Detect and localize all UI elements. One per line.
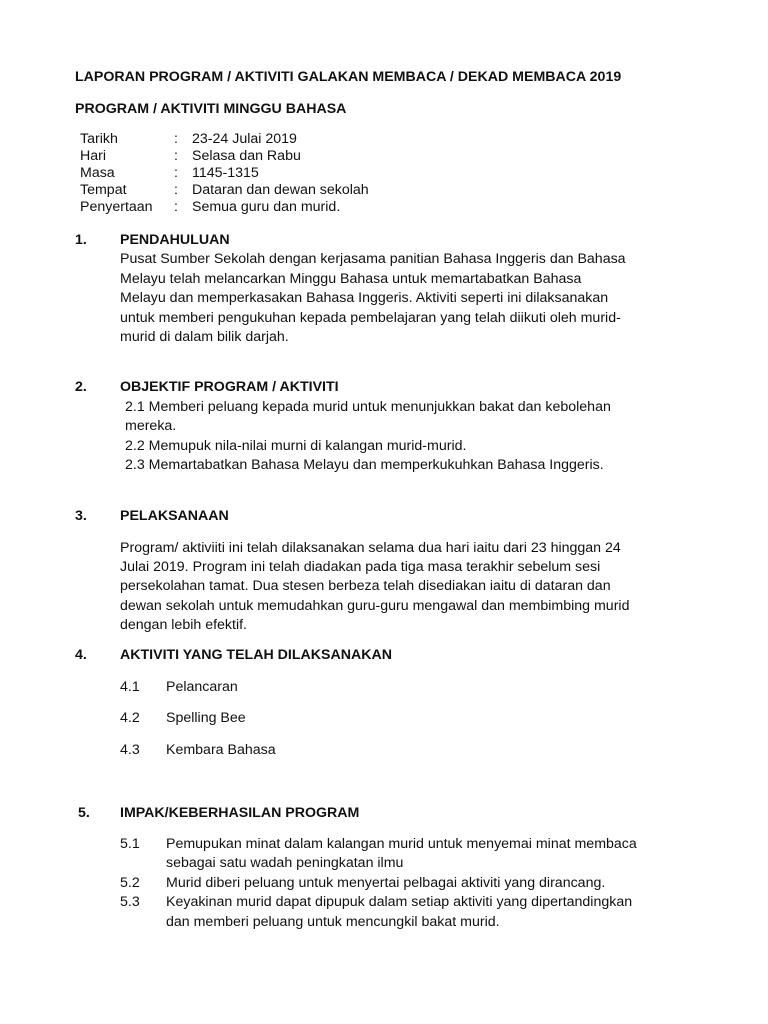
info-colon: : (174, 182, 178, 198)
paragraph-line: murid di dalam bilik darjah. (120, 329, 289, 345)
item-text: Kembara Bahasa (166, 742, 276, 758)
item-text: Keyakinan murid dapat dipupuk dalam setiap aktiviti yang dipertandingkan (166, 894, 633, 910)
info-label: Tarikh (80, 131, 118, 147)
section-number: 1. (75, 232, 87, 248)
item-number: 4.2 (120, 710, 140, 726)
info-value: Semua guru dan murid. (192, 199, 341, 215)
section-heading: IMPAK/KEBERHASILAN PROGRAM (120, 805, 360, 821)
item-text: sebagai satu wadah peningkatan ilmu (166, 855, 404, 871)
item-number: 5.1 (120, 836, 140, 852)
item-text: Spelling Bee (166, 710, 246, 726)
info-label: Hari (80, 148, 107, 164)
info-label: Masa (80, 165, 115, 181)
info-value: Selasa dan Rabu (192, 148, 301, 164)
section-heading: AKTIVITI YANG TELAH DILAKSANAKAN (120, 647, 392, 663)
paragraph-line: Pusat Sumber Sekolah dengan kerjasama panitian Bahasa Inggeris dan Bahasa (120, 251, 626, 267)
info-label: Penyertaan (80, 199, 153, 215)
item-text: dan memberi peluang untuk mencungkil bakat murid. (166, 914, 500, 930)
paragraph-line: dengan lebih efektif. (120, 617, 247, 633)
section-heading: PELAKSANAAN (120, 508, 229, 524)
info-colon: : (174, 165, 178, 181)
objective-line: 2.1 Memberi peluang kepada murid untuk menunjukkan bakat dan kebolehan (125, 399, 611, 415)
objective-line: mereka. (125, 418, 177, 434)
paragraph-line: Melayu dan memperkasakan Bahasa Inggeris. Aktiviti seperti ini dilaksanakan (120, 290, 609, 306)
paragraph-line: dewan sekolah untuk memudahkan guru-guru mengawal dan membimbing murid (120, 598, 630, 614)
section-number: 2. (75, 379, 87, 395)
info-colon: : (174, 199, 178, 215)
section-heading: PENDAHULUAN (120, 232, 230, 248)
item-number: 4.1 (120, 679, 140, 695)
section-number: 5. (78, 805, 90, 821)
paragraph-line: Julai 2019. Program ini telah diadakan pada tiga masa terakhir sebelum sesi (120, 559, 601, 575)
objective-line: 2.3 Memartabatkan Bahasa Melayu dan memperkukuhkan Bahasa Inggeris. (125, 457, 604, 473)
info-colon: : (174, 148, 178, 164)
info-value: 23-24 Julai 2019 (192, 131, 297, 147)
item-text: Pemupukan minat dalam kalangan murid untuk menyemai minat membaca (166, 836, 637, 852)
info-value: 1145-1315 (192, 165, 259, 181)
paragraph-line: persekolahan tamat. Dua stesen berbeza telah disediakan iaitu di dataran dan (120, 578, 611, 594)
paragraph-line: untuk memberi pengukuhan kepada pembelajaran yang telah diikuti oleh murid- (120, 310, 621, 326)
paragraph-line: Melayu telah melancarkan Minggu Bahasa untuk memartabatkan Bahasa (120, 271, 582, 287)
section-heading: OBJEKTIF PROGRAM / AKTIVITI (120, 379, 339, 395)
section-number: 4. (75, 647, 87, 663)
info-row-penyertaan (0, 198, 768, 218)
document-title: LAPORAN PROGRAM / AKTIVITI GALAKAN MEMBACA / DEKAD MEMBACA 2019 (75, 69, 622, 85)
item-number: 5.2 (120, 875, 140, 891)
document-subtitle: PROGRAM / AKTIVITI MINGGU BAHASA (75, 101, 347, 117)
item-text: Murid diberi peluang untuk menyertai pelbagai aktiviti yang dirancang. (166, 875, 606, 891)
info-value: Dataran dan dewan sekolah (192, 182, 369, 198)
objective-line: 2.2 Memupuk nila-nilai murni di kalangan murid-murid. (125, 438, 467, 454)
info-colon: : (174, 131, 178, 147)
paragraph-line: Program/ aktiviiti ini telah dilaksanakan selama dua hari iaitu dari 23 hinggan 24 (120, 540, 621, 556)
item-number: 4.3 (120, 742, 140, 758)
section-number: 3. (75, 508, 87, 524)
item-text: Pelancaran (166, 679, 238, 695)
info-label: Tempat (80, 182, 127, 198)
item-number: 5.3 (120, 894, 140, 910)
